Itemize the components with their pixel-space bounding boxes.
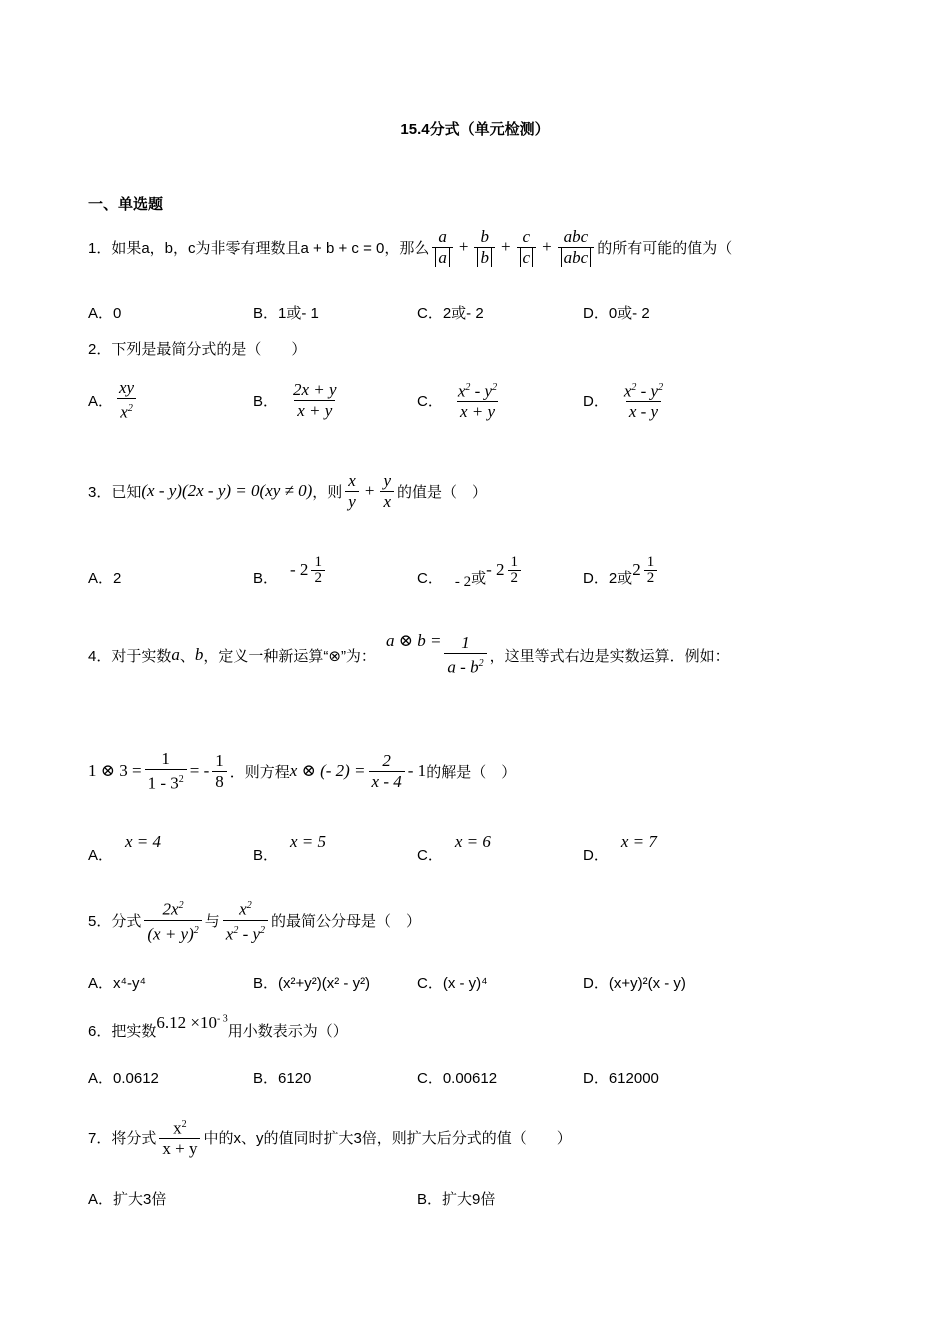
q2-option-d[interactable]: D． $\frac{x^2 - y^2}{x - y}$: [583, 372, 669, 428]
q3-frac-xy: $\frac{x}{y}$: [345, 471, 359, 512]
q3-frac-yx: $\frac{y}{x}$: [380, 471, 394, 512]
q1-text-end: 的所有可能的值为（: [597, 239, 733, 257]
q6-number-expression: $6.12 \times 10^{- 3}$: [156, 1013, 228, 1032]
q1-frac-b: $\frac{b}{b}$: [474, 227, 495, 268]
q4-options: [88, 826, 868, 866]
q2-frac-c: $\frac{x^2 - y^2}{x + y}$: [457, 381, 498, 422]
q4-option-a[interactable]: A． x = 4: [88, 832, 162, 864]
q1-option-a[interactable]: A．0: [88, 304, 122, 322]
q2-option-b[interactable]: B． $\frac{2x + y}{x + y}$: [253, 372, 343, 428]
q7-options: [88, 1178, 868, 1218]
q3-options: [88, 552, 868, 602]
q3-option-b[interactable]: B． - 2 $\frac{1}{2}$: [253, 552, 328, 602]
q6-option-c[interactable]: C．0.00612: [417, 1069, 498, 1087]
q2-frac-a: $\frac{xy}{x^2}$: [119, 377, 135, 422]
q2-option-a[interactable]: A． $\frac{xy}{x^2}$: [88, 372, 140, 428]
q3-option-d[interactable]: D．2或 2 $\frac{1}{2}$: [583, 552, 660, 602]
q1-frac-abc: $\frac{\text{abc}}{\text{abc}}$: [558, 227, 595, 268]
q6-number: 6．: [88, 1022, 112, 1040]
q1-option-d[interactable]: D．0或- 2: [583, 304, 650, 322]
q4-option-b[interactable]: B． x = 5: [253, 832, 327, 864]
q6-options: [88, 1057, 868, 1097]
q6-option-b[interactable]: B．6120: [253, 1069, 312, 1087]
q2-options: [88, 372, 868, 428]
q3-equation: (x - y)(2x - y) = 0(xy ≠ 0): [141, 481, 313, 500]
question-1: 1． 如果a，b，c为非零有理数且a + b + c = 0，那么 $\frac{a}{a}$ + $\frac{b}{b}$ + $\frac{c}{c}$ + $\frac{\text{abc}}{\text{abc}}$ 的所有可能的值为（: [88, 226, 733, 267]
q5-frac-2: $\frac{x^2}{x^2 - y^2}$: [223, 896, 268, 944]
q4-definition-frac: $\frac{1}{a - b^2}$: [444, 633, 486, 678]
q2-frac-d: $\frac{x^2 - y^2}{x - y}$: [623, 381, 664, 422]
q1-option-b[interactable]: B．1或- 1: [253, 304, 319, 322]
question-5: 5． 分式 $\frac{2x^2}{(x + y)^2}$ 与 $\frac{x^2}{x^2 - y^2}$ 的最简公分母是（ ）: [88, 890, 421, 950]
q5-option-c[interactable]: C．(x - y)⁴: [417, 974, 488, 992]
q3-option-c[interactable]: C． - 2 或 - 2 $\frac{1}{2}$: [417, 552, 524, 602]
section-title: 一、单选题: [88, 196, 164, 213]
question-6: 6． 把实数 $6.12 \times 10^{- 3}$ 用小数表示为（）: [88, 1013, 348, 1040]
page-title: 15.4分式（单元检测）: [400, 121, 550, 138]
q4-number: 4．: [88, 647, 112, 665]
q5-option-d[interactable]: D．(x+y)²(x - y): [583, 974, 686, 992]
q7-number: 7．: [88, 1129, 112, 1147]
q5-number: 5．: [88, 912, 112, 930]
q5-options: [88, 962, 868, 1002]
question-4-example: 1 ⊗ 3 = $\frac{1}{1 - 3^2}$ = - $\frac{1}{8}$ ．则方程 x ⊗ (- 2) = $\frac{2}{x - 4}$ - 1 的解是（ ）: [88, 748, 517, 793]
q2-option-c[interactable]: C． $\frac{x^2 - y^2}{x + y}$: [417, 372, 503, 428]
q2-number: 2．: [88, 340, 112, 358]
q4-option-c[interactable]: C． x = 6: [417, 832, 491, 864]
q1-frac-c: $\frac{c}{c}$: [517, 227, 537, 268]
q6-option-a[interactable]: A．0.0612: [88, 1069, 159, 1087]
q5-frac-1: $\frac{2x^2}{(x + y)^2}$: [144, 896, 201, 944]
q1-options: [88, 292, 868, 332]
q3-number: 3．: [88, 483, 112, 501]
q5-option-b[interactable]: B．(x²+y²)(x² - y²): [253, 974, 371, 992]
question-4: 4． 对于实数 a 、 b ，定义一种新运算“⊗”为： a ⊗ b = $\frac{1}{a - b^2}$ ，这里等式右边是实数运算．例如：: [88, 631, 730, 677]
q2-text: 下列是最简分式的是（ ）: [111, 340, 307, 358]
q1-frac-a: $\frac{a}{a}$: [432, 227, 453, 268]
q5-option-a[interactable]: A．x⁴-y⁴: [88, 974, 146, 992]
q1-option-c[interactable]: C．2或- 2: [417, 304, 484, 322]
q4-option-d[interactable]: D． x = 7: [583, 832, 657, 864]
q6-option-d[interactable]: D．612000: [583, 1069, 659, 1087]
question-7: 7． 将分式 $\frac{x^2}{x + y}$ 中的x、y的值同时扩大3倍，则扩大后分式的值（ ）: [88, 1108, 572, 1166]
q7-option-a[interactable]: A．扩大3倍: [88, 1190, 167, 1208]
question-2: [88, 336, 306, 360]
q7-option-b[interactable]: B．扩大9倍: [417, 1190, 496, 1208]
question-3: 3． 已知 (x - y)(2x - y) = 0(xy ≠ 0) ，则 $\frac{x}{y}$ + $\frac{y}{x}$ 的值是（ ）: [88, 470, 487, 511]
q3-option-a[interactable]: A．2: [88, 569, 122, 587]
q1-text: 如果a，b，c为非零有理数且a + b + c = 0，那么: [111, 239, 430, 257]
q7-frac: $\frac{x^2}{x + y}$: [159, 1115, 200, 1160]
q3-text: 已知: [111, 483, 142, 501]
q2-frac-b: $\frac{2x + y}{x + y}$: [293, 379, 337, 420]
q1-number: 1．: [88, 239, 112, 257]
